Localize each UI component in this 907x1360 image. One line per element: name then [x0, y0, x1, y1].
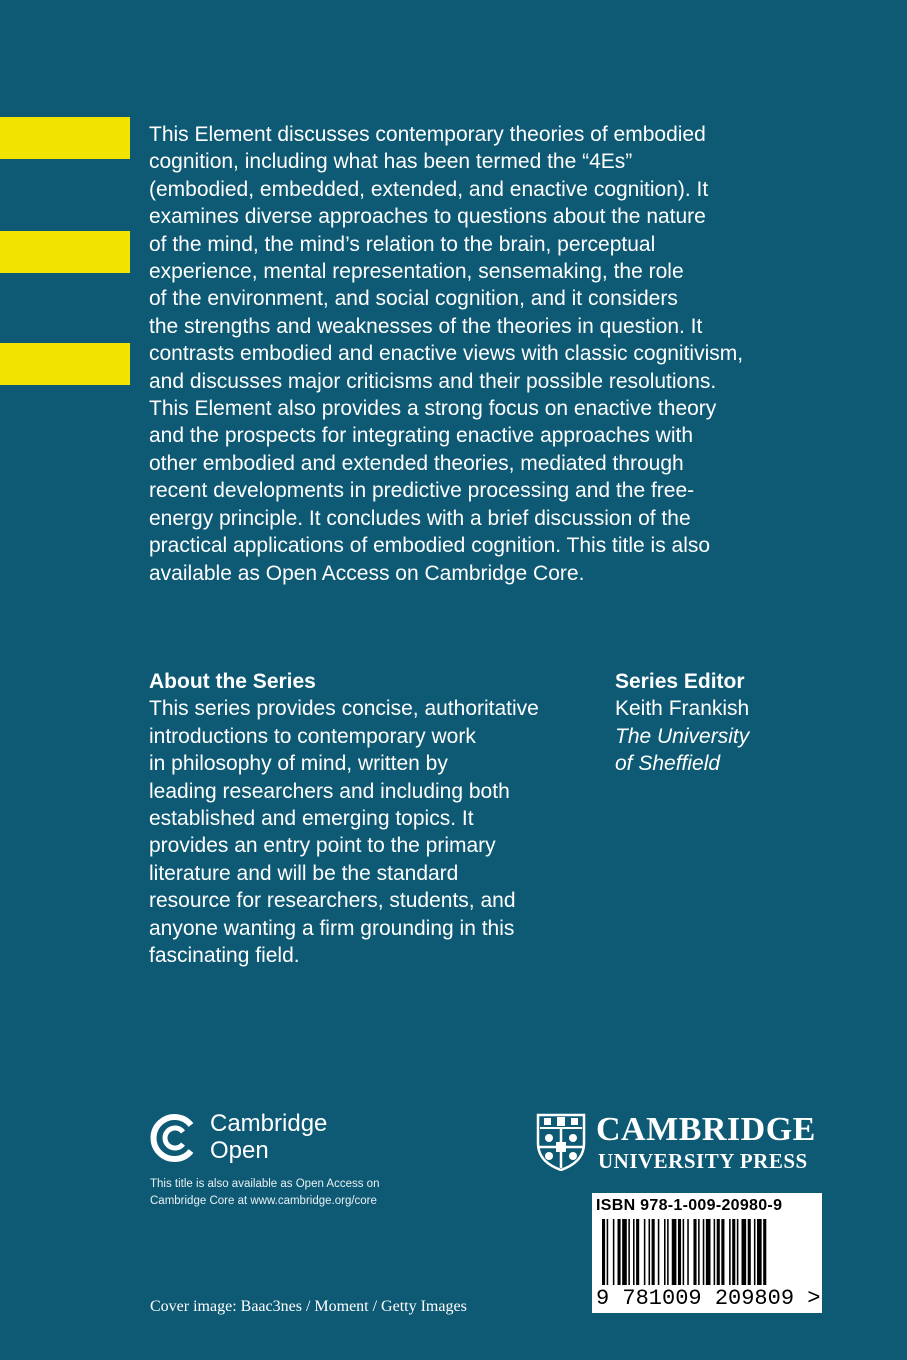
barcode-stripe — [652, 1219, 655, 1285]
about-line: This series provides concise, authoritative — [149, 697, 539, 721]
barcode-stripe — [664, 1219, 666, 1285]
about-line: in philosophy of mind, written by — [149, 752, 448, 776]
barcode-stripe — [757, 1219, 762, 1285]
open-access-line: Cambridge Core at www.cambridge.org/core — [150, 1195, 377, 1207]
barcode-stripe — [698, 1219, 700, 1285]
about-line: established and emerging topics. It — [149, 807, 474, 831]
editor-affiliation: of Sheffield — [615, 752, 721, 776]
barcode-stripe — [754, 1219, 756, 1285]
description-line: available as Open Access on Cambridge Core. — [149, 561, 585, 585]
yellow-accent-bar — [0, 343, 130, 385]
cambridge-open-logo-icon — [150, 1113, 200, 1163]
cover-image-credit: Cover image: Baac3nes / Moment / Getty Images — [150, 1298, 467, 1315]
about-line: introductions to contemporary work — [149, 724, 476, 748]
barcode-stripe — [706, 1219, 711, 1285]
publisher-name: CAMBRIDGE — [596, 1111, 816, 1148]
editor-affiliation: The University — [615, 724, 750, 748]
description-line: and discusses major criticisms and their possible resolutions. — [149, 369, 717, 393]
description-line: practical applications of embodied cognition. This title is also — [149, 534, 711, 558]
barcode-stripe — [644, 1219, 646, 1285]
about-line: provides an entry point to the primary — [149, 834, 496, 858]
barcode-stripe — [602, 1219, 605, 1285]
description-line: experience, mental representation, sensemaking, the role — [149, 260, 684, 284]
barcode-stripe — [732, 1219, 735, 1285]
barcode-stripe — [672, 1219, 677, 1285]
open-access-note — [150, 1176, 379, 1210]
barcode-stripe — [714, 1219, 716, 1285]
about-heading: About the Series — [149, 670, 316, 693]
barcode-stripe — [693, 1219, 696, 1285]
barcode-stripe — [628, 1219, 630, 1285]
description-line: This Element discusses contemporary theories of embodied — [149, 123, 706, 146]
barcode-stripe — [683, 1219, 685, 1285]
barcode-digits: 9 781009 209809 > — [596, 1286, 821, 1311]
barcode-stripe — [622, 1219, 627, 1285]
description-line: energy principle. It concludes with a brief discussion of the — [149, 506, 691, 530]
barcode-stripe — [737, 1219, 739, 1285]
isbn-barcode — [592, 1193, 822, 1313]
about-line: leading researchers and including both — [149, 779, 510, 803]
about-line: resource for researchers, students, and — [149, 889, 516, 913]
description-line: recent developments in predictive processing and the free- — [149, 479, 695, 503]
barcode-stripe — [721, 1219, 724, 1285]
barcode-bars — [596, 1219, 818, 1287]
about-line: fascinating field. — [149, 944, 300, 968]
description-line: cognition, including what has been termed the “4Es” — [149, 150, 633, 174]
description-line: examines diverse approaches to questions about the nature — [149, 205, 706, 229]
editor-name: Keith Frankish — [615, 697, 750, 721]
description-line: the strengths and weaknesses of the theories in question. It — [149, 314, 703, 338]
open-access-line: This title is also available as Open Access on — [150, 1178, 380, 1190]
barcode-stripe — [687, 1219, 689, 1285]
publisher-press: UNIVERSITY PRESS — [598, 1149, 808, 1173]
about-the-series — [149, 668, 599, 969]
isbn-text: ISBN 978-1-009-20980-9 — [596, 1197, 783, 1214]
book-description — [149, 121, 849, 587]
barcode-stripe — [703, 1219, 705, 1285]
description-line: This Element also provides a strong focus on enactive theory — [149, 397, 717, 421]
description-line: contrasts embodied and enactive views with classic cognitivism, — [149, 342, 744, 366]
cambridge-open-line: Cambridge — [210, 1110, 328, 1137]
barcode-stripe — [613, 1219, 615, 1285]
description-line: of the environment, and social cognition, and it considers — [149, 287, 678, 311]
cambridge-open-wordmark — [210, 1110, 327, 1164]
cambridge-open-line: Open — [210, 1137, 269, 1164]
barcode-stripe — [649, 1219, 651, 1285]
barcode-stripe — [717, 1219, 720, 1285]
cambridge-shield-icon — [536, 1113, 586, 1171]
barcode-stripe — [763, 1219, 766, 1285]
barcode-stripe — [742, 1219, 747, 1285]
barcode-stripe — [678, 1219, 681, 1285]
barcode-stripe — [748, 1219, 751, 1285]
barcode-stripe — [729, 1219, 731, 1285]
editor-heading: Series Editor — [615, 670, 745, 693]
barcode-stripe — [667, 1219, 669, 1285]
description-line: (embodied, embedded, extended, and enactive cognition). It — [149, 177, 709, 201]
description-line: other embodied and extended theories, mediated through — [149, 451, 684, 475]
barcode-stripe — [633, 1219, 635, 1285]
description-line: and the prospects for integrating enactive approaches with — [149, 424, 694, 448]
about-line: literature and will be the standard — [149, 861, 459, 885]
barcode-stripe — [618, 1219, 621, 1285]
about-line: anyone wanting a firm grounding in this — [149, 916, 515, 940]
barcode-stripe — [607, 1219, 609, 1285]
barcode-stripe — [636, 1219, 639, 1285]
yellow-accent-bar — [0, 231, 130, 273]
series-editor — [615, 668, 875, 778]
yellow-accent-bar — [0, 117, 130, 159]
barcode-stripe — [658, 1219, 660, 1285]
description-line: of the mind, the mind’s relation to the brain, perceptual — [149, 232, 656, 256]
